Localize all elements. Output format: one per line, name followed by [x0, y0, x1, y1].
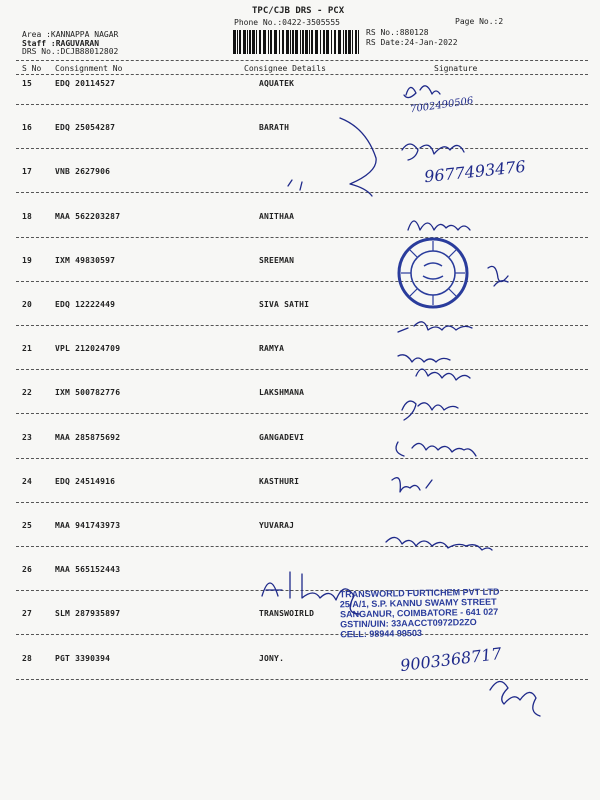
row-consignment-no: PGT 3390394	[55, 654, 111, 663]
row-consignee: AQUATEK	[259, 79, 295, 88]
row-divider	[16, 546, 588, 547]
rs-number: RS No.:880128	[366, 28, 429, 37]
col-signature: Signature	[434, 64, 478, 73]
table-row	[0, 654, 600, 670]
row-sno: 20	[22, 300, 33, 309]
stamp-cell: CELL: 98944 99503	[340, 627, 422, 640]
row-divider	[16, 413, 588, 414]
row-sno: 15	[22, 79, 33, 88]
row-consignment-no: MAA 565152443	[55, 565, 121, 574]
stamp-company-name: TRANSWORLD FURTICHEM PVT LTD	[339, 586, 500, 600]
row-sno: 21	[22, 344, 33, 353]
table-row	[0, 388, 600, 404]
round-seal	[396, 236, 470, 310]
row-sno: 28	[22, 654, 33, 663]
table-row	[0, 521, 600, 537]
row-consignment-no: EDQ 25054287	[55, 123, 116, 132]
table-row	[0, 212, 600, 228]
row-sno: 18	[22, 212, 33, 221]
row-divider	[16, 325, 588, 326]
document-title: TPC/CJB DRS - PCX	[252, 6, 345, 16]
row-sno: 23	[22, 433, 33, 442]
row-consignee: SREEMAN	[259, 256, 295, 265]
row-divider	[16, 104, 588, 105]
row-consignment-no: EDQ 20114527	[55, 79, 116, 88]
row-consignee: TRANSWOIRLD	[259, 609, 315, 618]
row-sno: 17	[22, 167, 33, 176]
row-consignee: LAKSHMANA	[259, 388, 305, 397]
barcode	[233, 30, 359, 54]
page-number: Page No.:2	[455, 17, 504, 26]
row-consignment-no: IXM 500782776	[55, 388, 121, 397]
table-row	[0, 256, 600, 272]
stamp-address-line-1: 25/A/1, S.P. KANNU SWAMY STREET	[339, 596, 497, 610]
header-divider-bottom	[16, 74, 588, 75]
row-consignment-no: EDQ 12222449	[55, 300, 116, 309]
row-sno: 27	[22, 609, 33, 618]
table-row	[0, 344, 600, 360]
col-consignment: Consignment No	[55, 64, 123, 73]
phone-number: Phone No.:0422-3505555	[234, 18, 340, 27]
row-divider	[16, 458, 588, 459]
row-divider	[16, 590, 588, 591]
header-divider-top	[16, 60, 588, 61]
row-divider	[16, 148, 588, 149]
table-row	[0, 433, 600, 449]
table-row	[0, 565, 600, 581]
row-divider	[16, 192, 588, 193]
row-divider	[16, 281, 588, 282]
row-consignment-no: MAA 941743973	[55, 521, 121, 530]
row-sno: 22	[22, 388, 33, 397]
row-consignment-no: SLM 287935897	[55, 609, 121, 618]
row-consignee: ANITHAA	[259, 212, 295, 221]
row-sno: 19	[22, 256, 33, 265]
row-sno: 25	[22, 521, 33, 530]
staff-label: Staff :RAGUVARAN	[22, 39, 100, 48]
table-row	[0, 300, 600, 316]
row-consignment-no: VNB 2627906	[55, 167, 111, 176]
company-stamp	[340, 587, 501, 640]
col-consignee: Consignee Details	[244, 64, 326, 73]
rs-date: RS Date:24-Jan-2022	[366, 38, 458, 47]
row-consignee: JONY.	[259, 654, 285, 663]
drs-number: DRS No.:DCJB88012802	[22, 47, 119, 56]
row-consignment-no: MAA 285875692	[55, 433, 121, 442]
table-row	[0, 123, 600, 139]
table-row	[0, 477, 600, 493]
row-consignment-no: EDQ 24514916	[55, 477, 116, 486]
table-row	[0, 606, 600, 625]
table-row	[0, 79, 600, 95]
handwritten-phone-3: 9003368717	[399, 643, 503, 676]
row-divider	[16, 502, 588, 503]
row-divider	[16, 237, 588, 238]
row-consignee: RAMYA	[259, 344, 285, 353]
row-consignment-no: VPL 212024709	[55, 344, 121, 353]
row-divider	[16, 634, 588, 635]
handwritten-phone-2: 9677493476	[423, 156, 527, 187]
row-consignment-no: IXM 49830597	[55, 256, 116, 265]
row-sno: 26	[22, 565, 33, 574]
row-sno: 16	[22, 123, 33, 132]
stamp-gstin: GSTIN/UIN: 33AACCT0972D2ZO	[340, 617, 477, 630]
row-divider	[16, 679, 588, 680]
row-consignee: SIVA SATHI	[259, 300, 310, 309]
stamp-address-line-2: SANGANUR, COIMBATORE - 641 027	[339, 606, 499, 620]
row-consignee: BARATH	[259, 123, 290, 132]
row-divider	[16, 369, 588, 370]
row-consignee: YUVARAJ	[259, 521, 295, 530]
row-consignee: GANGADEVI	[259, 433, 305, 442]
row-consignee: KASTHURI	[259, 477, 300, 486]
row-sno: 24	[22, 477, 33, 486]
col-sno: S No	[22, 64, 42, 73]
area-label: Area :KANNAPPA NAGAR	[22, 30, 119, 39]
handwritten-phone-1: 7002490506	[409, 95, 475, 116]
row-consignment-no: MAA 562203287	[55, 212, 121, 221]
